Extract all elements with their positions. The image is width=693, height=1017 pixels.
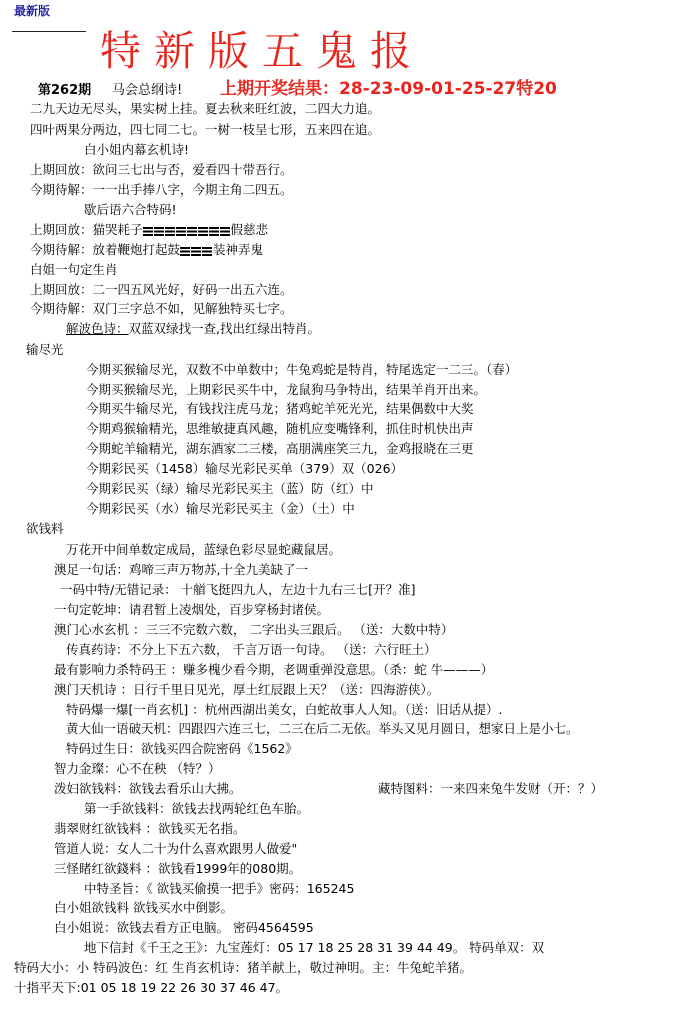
section-heading: 白小姐内幕玄机诗! <box>84 142 190 157</box>
text-line: 上期回放：二一四五风光好，好码一出五六连。 <box>30 282 293 297</box>
text-line: 特码过生日：欲钱买四合院密码《1562》 <box>66 741 298 756</box>
poem-label: 马会总纲诗! <box>112 83 183 98</box>
text-line: 今期买猴输尽光，双数不中单数中；牛兔鸡蛇是特肖，特尾选定一二三。（春） <box>86 362 518 377</box>
text-line: 传真药诗：不分上下五六数， 千言万语一句诗。 （送：六行旺土） <box>66 642 437 657</box>
text-line: 白小姐说：欲钱去看方正电脑。 密码4564595 <box>54 920 314 935</box>
text-line: 三怪睹红欲錢料 ：欲钱看1999年的080期。 <box>54 861 302 876</box>
section-heading: 白姐一句定生肖 <box>30 262 118 277</box>
badge-underline <box>12 31 86 32</box>
text-line: 澳足一句话：鸡啼三声万物苏,十全九美缺了一 <box>54 562 308 577</box>
text-line: 一句定乾坤：请君暂上凌烟处，百步穿杨封诸侯。 <box>54 602 330 617</box>
text-line: 泼妇欲钱料：欲钱去看乐山大拂。 <box>54 781 242 796</box>
text-line: 特码大小：小 特码波色：红 生肖玄机诗：猪羊献上，敬过神明。主：牛兔蛇羊猪。 <box>14 960 472 975</box>
text-line <box>30 242 263 259</box>
text-line: 今期彩民买（绿）输尽光彩民买主（蓝）防（红）中 <box>86 481 374 496</box>
text-line: 中特圣旨：《 欲钱买偷摸一把手》密码：165245 <box>84 881 355 896</box>
redaction-bars <box>143 223 231 239</box>
text-line: 今期买猴输尽光，上期彩民买牛中，龙鼠狗马争特出，结果羊肖开出来。 <box>86 382 487 397</box>
text-line: 十指平天下:01 05 18 19 22 26 30 37 46 47。 <box>14 980 289 995</box>
line-text: 解波色诗： <box>66 321 129 336</box>
text-line: 最有影响力杀特码王 ：赚多槐少看今期，老调重弹没意思。（杀：蛇 牛———） <box>54 662 494 677</box>
text-line: 第一手欲钱料：欲钱去找两轮红色车胎。 <box>84 801 310 816</box>
text-line: 今期待解：双门三字总不如，见解独特买七字。 <box>30 301 293 316</box>
line-text: 假慈悲 <box>230 222 269 237</box>
text-line: 今期待解：一一出手捧八字，今期主角二四五。 <box>30 182 293 197</box>
text-line: 四叶两果分两边，四七同二七。一树一枝呈七形，五来四在追。 <box>30 122 381 137</box>
page-title: 特新版五鬼报 <box>100 27 424 75</box>
section-heading: 输尽光 <box>26 342 64 357</box>
issue-number: 第262期 <box>38 83 92 98</box>
line-text: 上期回放：猫哭耗子 <box>30 222 143 237</box>
text-line: 翡翠财红欲钱料 ：欲钱买无名指。 <box>54 821 246 836</box>
text-line: 今期买牛输尽光，有钱找注虎马龙；猪鸡蛇羊死光光，结果偶数中大奖 <box>86 401 474 416</box>
last-draw-result: 上期开奖结果：28-23-09-01-25-27特20 <box>220 79 557 99</box>
text-line <box>30 222 268 239</box>
text-line: 二九天边无尽头，果实树上挂。夏去秋来旺红波，二四大力追。 <box>30 101 381 116</box>
line-text: 双蓝双绿找一查,找出红绿出特肖。 <box>128 321 320 336</box>
text-line: 管道人说：女人二十为什么喜欢跟男人做爱" <box>54 841 298 856</box>
text-line: 今期蛇羊输精光，湖东酒家二三楼，高朋满座笑三九，金鸡报晓在三更 <box>86 441 474 456</box>
text-line: 地下信封《千王之王》：九宝莲灯：05 17 18 25 28 31 39 44 49。 特码单双：双 <box>84 940 545 955</box>
text-line: 万花开中间单数定成局，蓝绿色彩尽显蛇藏鼠居。 <box>66 542 342 557</box>
section-heading: 欲钱料 <box>26 521 64 536</box>
line-text: 装神弄鬼 <box>213 242 264 257</box>
redaction-bars <box>180 243 213 259</box>
text-line: 白小姐欲钱料 欲钱买水中倒影。 <box>54 900 233 915</box>
text-line: 上期回放：欲问三七出与否，爱看四十带吾行。 <box>30 162 293 177</box>
text-line: 今期鸡猴输精光，思维敏捷真风趣，随机应变嘴锋利，抓住时机快出声 <box>86 421 474 436</box>
text-line: 智力金璨：心不在秧 （特？） <box>54 761 221 776</box>
text-line: 特码爆一爆[一肖玄机] ：杭州西湖出美女，白蛇故事人人知。（送：旧话从提）. <box>66 702 503 717</box>
line-text: 今期待解：放着鞭炮打起鼓 <box>30 242 181 257</box>
text-line: 今期彩民买（水）输尽光彩民买主（金）（土）中 <box>86 501 355 516</box>
text-line: 澳门心水玄机 ：三三不完数六数， 二字出头三跟后。 （送：大数中特） <box>54 622 454 637</box>
text-line: 一码中特/无错记录： 十艏飞挺四九人，左边十九右三七[开？准] <box>60 582 416 597</box>
edition-badge: 最新版 <box>14 4 51 18</box>
text-line: 黄大仙一语破天机：四跟四六连三七，二三在后二无依。举头又见月圆日，想家日上是小七。 <box>66 721 579 736</box>
text-line: 藏特图料：一来四来兔牛发财（开：？） <box>378 781 604 796</box>
text-line <box>66 321 320 337</box>
section-heading: 歇后语六合特码! <box>84 202 177 217</box>
text-line: 今期彩民买（1458）输尽光彩民买单（379）双（026） <box>86 461 404 476</box>
text-line: 澳门天机诗 ：日行千里日见光，厚土红辰跟上天？（送：四海游侠）。 <box>54 682 440 697</box>
